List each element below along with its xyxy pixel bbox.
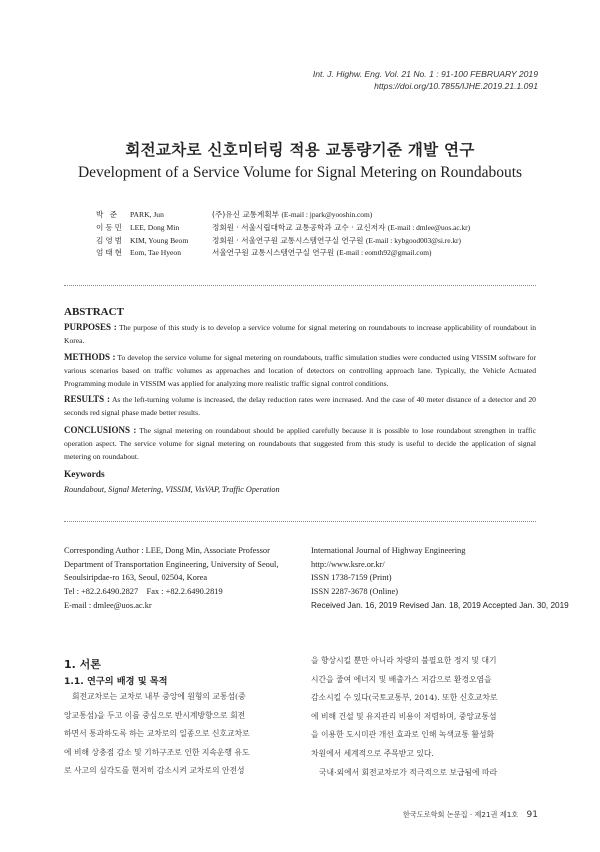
author-name-en: PARK, Jun [130, 210, 164, 219]
section-heading: 1. 서론 [64, 658, 101, 671]
body-column-left [64, 688, 296, 781]
body-line: 에 비해 건설 및 유지관리 비용이 저렴하며, 중앙교통섬 [311, 711, 497, 721]
body-line: 앙교통섬)을 두고 이를 중심으로 반시계방향으로 회전 [64, 710, 246, 720]
abstract-results [64, 393, 536, 419]
received-date: Jan. 16, 2019 [347, 600, 398, 610]
body-column-right [311, 652, 537, 782]
journal-name: International Journal of Highway Engineering [311, 546, 466, 555]
author-affiliation: 서울연구원 교통시스템연구실 연구원 [212, 248, 335, 258]
author-affiliation: 정회원 · 서울연구원 교통시스템연구실 연구원 [212, 235, 364, 245]
keywords-list: Roundabout, Signal Metering, VISSIM, VisVAP, Traffic Operation [64, 485, 280, 494]
abstract-title: ABSTRACT [64, 306, 124, 318]
accepted-label: Accepted [482, 600, 517, 610]
author-email: (E-mail : jpark@yooshin.com) [281, 210, 373, 219]
footer-journal: 한국도로학회 논문집 · 제21권 제1호 [402, 810, 519, 819]
address: Seoulsiripdae-ro 163, Seoul, 02504, Korea [64, 573, 208, 583]
divider [64, 521, 536, 522]
results-label: RESULTS : [64, 394, 110, 404]
author-email: (E-mail : kybgood003@si.re.kr) [365, 235, 461, 245]
title-korean: 회전교차로 신호미터링 적용 교통량기준 개발 연구 [125, 141, 475, 159]
body-line: 하면서 통과하도록 하는 교차로의 일종으로 신호교차로 [64, 729, 250, 739]
results-text: As the left-turning volume is increased, the delay reduction rates were increased. And the case of 40 meter distance of a detector and 20 seconds red signal phase made better results. [64, 395, 536, 418]
author-name-ko: 엄태현 [96, 248, 125, 258]
abstract-methods [64, 351, 536, 391]
body-line: 국내·외에서 회전교차로가 적극적으로 보급됨에 따라 [319, 767, 498, 777]
issn-print: ISSN 1738-7159 (Print) [311, 573, 392, 583]
body-line: 차원에서 세계적으로 주목받고 있다. [311, 748, 434, 758]
body-line: 시간을 줄여 에너지 및 배출가스 저감으로 환경오염을 [311, 674, 492, 684]
abstract-purposes [64, 321, 536, 347]
author-affiliation: (주)유신 교통계획부 [212, 210, 280, 219]
history-dates [311, 599, 569, 613]
body-line: 을 이용한 도시미관 개선 효과로 인해 녹색교통 활성화 [311, 730, 495, 740]
tel-fax: Tel : +82.2.6490.2827 Fax : +82.2.6490.2819 [64, 587, 223, 597]
methods-label: METHODS : [64, 352, 116, 362]
page-footer [403, 810, 538, 820]
corresponding-email[interactable]: E-mail : dmlee@uos.ac.kr [64, 600, 152, 610]
methods-text: To develop the service volume for signal metering on roundabouts, traffic simulation studies were conducted using VISSIM software for various scenarios based on traffic volumes as approaches and location of detectors on controlling approach lane. Typically, the Vehicle Actuated Programming module in VISSIM was applied for analyzing more realistic traffic signal control conditions. [64, 353, 536, 389]
author-row [96, 209, 470, 222]
divider [64, 285, 536, 286]
author-email: (E-mail : dmlee@uos.ac.kr) [387, 222, 471, 232]
received-label: Received [311, 600, 346, 610]
subsection-heading: 1.1. 연구의 배경 및 목적 [64, 676, 168, 687]
issn-online: ISSN 2287-3678 (Online) [311, 587, 399, 597]
purposes-label: PURPOSES : [64, 322, 117, 332]
author-name-ko: 이동민 [96, 222, 125, 232]
revised-label: Revised [399, 600, 429, 610]
body-line: 에 비해 상충점 감소 및 기하구조로 인한 지속운행 유도 [64, 747, 250, 757]
accepted-date: Jan. 30, 2019 [519, 600, 569, 610]
author-name-en: Eom, Tae Hyeon [130, 248, 181, 258]
keywords-title: Keywords [64, 470, 105, 480]
corresponding-author: Corresponding Author : LEE, Dong Min, Associate Professor [64, 546, 270, 555]
department: Department of Transportation Engineering, University of Seoul, [64, 559, 279, 569]
correspondence-block [64, 544, 278, 613]
journal-url[interactable]: http://www.ksre.or.kr/ [311, 559, 385, 569]
journal-citation: Int. J. Highw. Eng. Vol. 21 No. 1 : 91-100 FEBRUARY 2019 [312, 69, 538, 79]
body-line: 을 향상시킬 뿐만 아니라 차량의 불필요한 정지 및 대기 [311, 656, 497, 665]
purposes-text: The purpose of this study is to develop a service volume for signal metering on roundabouts to increase applicability of roundabout in Korea. [64, 323, 536, 346]
doi-link[interactable]: https://doi.org/10.7855/IJHE.2019.21.1.091 [374, 81, 538, 91]
title-english: Development of a Service Volume for Signal Metering on Roundabouts [77, 164, 523, 181]
body-line: 감소시킬 수 있다(국토교통부, 2014). 또한 신호교차로 [311, 693, 498, 703]
author-name-ko: 김영범 [96, 235, 125, 245]
journal-info-block [311, 544, 569, 613]
conclusions-text: The signal metering on roundabout should be applied carefully because it is possible to lose roundabout strengthen in traffic operation aspect. The service volume for signal metering on roundabouts that suggested from this study is useful to decide the application of signal metering on roundabout. [64, 426, 537, 462]
body-line: 로 사고의 심각도를 현저히 감소시켜 교차로의 안전성 [64, 766, 245, 776]
author-name-en: LEE, Dong Min [130, 222, 180, 232]
author-row [96, 247, 470, 260]
page-number: 91 [526, 810, 538, 820]
author-row [96, 235, 470, 248]
author-email: (E-mail : eomth92@gmail.com) [336, 248, 432, 258]
body-line: 회전교차로는 교차로 내부 중앙에 원형의 교통섬(중 [72, 692, 246, 701]
conclusions-label: CONCLUSIONS : [64, 425, 137, 435]
abstract-conclusions [64, 424, 536, 464]
author-row [96, 222, 470, 235]
author-name-en: KIM, Young Beom [130, 235, 189, 245]
revised-date: Jan. 18, 2019 [431, 600, 481, 610]
author-affiliation: 정회원 · 서울시립대학교 교통공학과 교수 · 교신저자 [212, 222, 386, 232]
author-list [96, 209, 470, 260]
author-name-ko: 박 준 [96, 210, 120, 219]
